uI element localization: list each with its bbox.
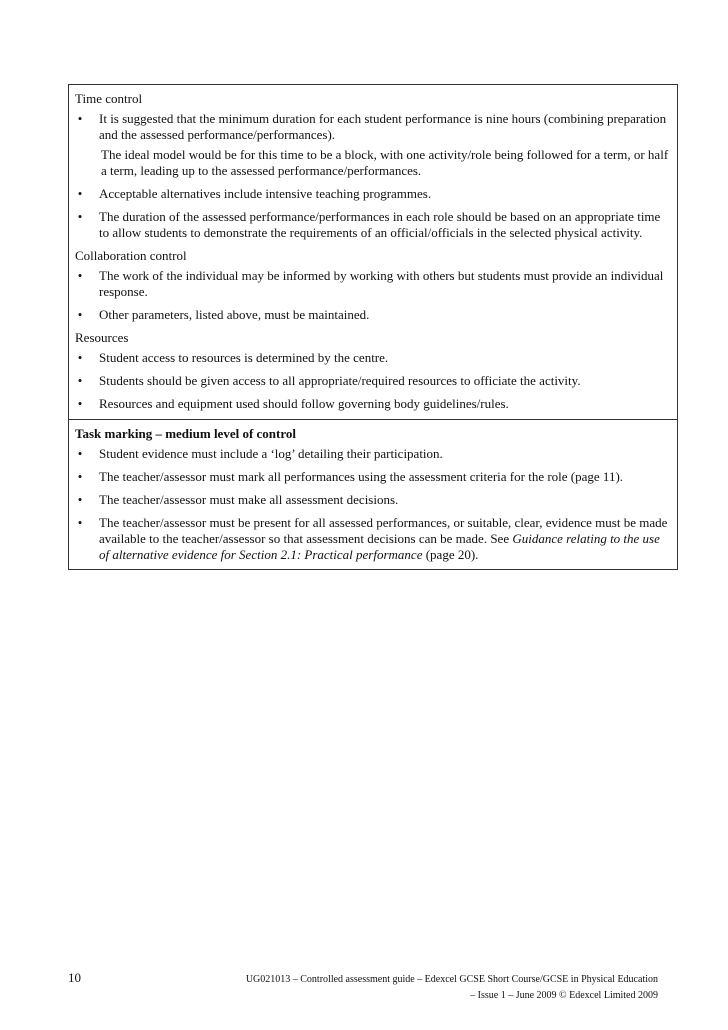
resources-heading: Resources (75, 330, 129, 345)
bullet-icon: • (77, 111, 83, 126)
bullet-icon: • (77, 307, 83, 322)
collaboration-control-heading: Collaboration control (75, 248, 187, 263)
list-item: • The teacher/assessor must make all assessment decisions. (75, 492, 671, 508)
list-item: • Acceptable alternatives include intensive teaching programmes. (75, 186, 671, 202)
footer-reference (238, 972, 658, 1004)
bullet-icon: • (77, 469, 83, 484)
bullet-icon: • (77, 373, 83, 388)
collaboration-control-list (75, 268, 671, 323)
list-item: • Other parameters, listed above, must be maintained. (75, 307, 671, 323)
list-item: • The work of the individual may be informed by working with others but students must provide an individual response. (75, 268, 671, 300)
bullet-icon: • (77, 492, 83, 507)
footer-line-2: – Issue 1 – June 2009 © Edexcel Limited 2009 (470, 990, 658, 1001)
footer-line-1: UG021013 – Controlled assessment guide – Edexcel GCSE Short Course/GCSE in Physical Education (245, 974, 658, 985)
time-resources-section (69, 85, 677, 419)
task-marking-section (69, 419, 677, 569)
task-marking-list (75, 446, 671, 563)
list-item: • Student access to resources is determined by the centre. (75, 350, 671, 366)
bullet-icon: • (77, 350, 83, 365)
guidance-reference: Guidance relating to the use of alternative evidence for Section 2.1: Practical performance (99, 531, 660, 562)
list-item: • It is suggested that the minimum duration for each student performance is nine hours (combining preparation and the assessed performance/performances). (75, 111, 671, 143)
bullet-icon: • (77, 268, 83, 283)
list-item: • Students should be given access to all appropriate/required resources to officiate the activity. (75, 373, 671, 389)
bullet-icon: • (77, 446, 83, 461)
bullet-icon: • (77, 396, 83, 411)
page-number: 10 (68, 970, 81, 985)
time-control-list (75, 111, 671, 143)
bullet-icon: • (77, 186, 83, 201)
bullet-icon: • (77, 209, 83, 224)
list-item: • The duration of the assessed performance/performances in each role should be based on an appropriate time to allow students to demonstrate the requirements of an official/officials in the selected physical activity. (75, 209, 671, 241)
list-item: • Resources and equipment used should follow governing body guidelines/rules. (75, 396, 671, 412)
time-control-note: The ideal model would be for this time to be a block, with one activity/role being followed for a term, or half a term, leading up to the assessed performance/performances. (101, 147, 669, 178)
controls-table (68, 84, 678, 570)
list-item: • The teacher/assessor must be present for all assessed performances, or suitable, clear, evidence must be made available to the teacher/assessor so that assessment decisions can be made. See Guidance relating to the use of alternative evidence for Section 2.1: Practical performance (page 20). (75, 515, 671, 563)
resources-list (75, 350, 671, 412)
task-marking-heading: Task marking – medium level of control (75, 426, 297, 441)
time-control-heading: Time control (75, 91, 143, 106)
bullet-icon: • (77, 515, 83, 530)
list-item: • The teacher/assessor must mark all performances using the assessment criteria for the role (page 11). (75, 469, 671, 485)
list-item: • Student evidence must include a ‘log’ detailing their participation. (75, 446, 671, 462)
